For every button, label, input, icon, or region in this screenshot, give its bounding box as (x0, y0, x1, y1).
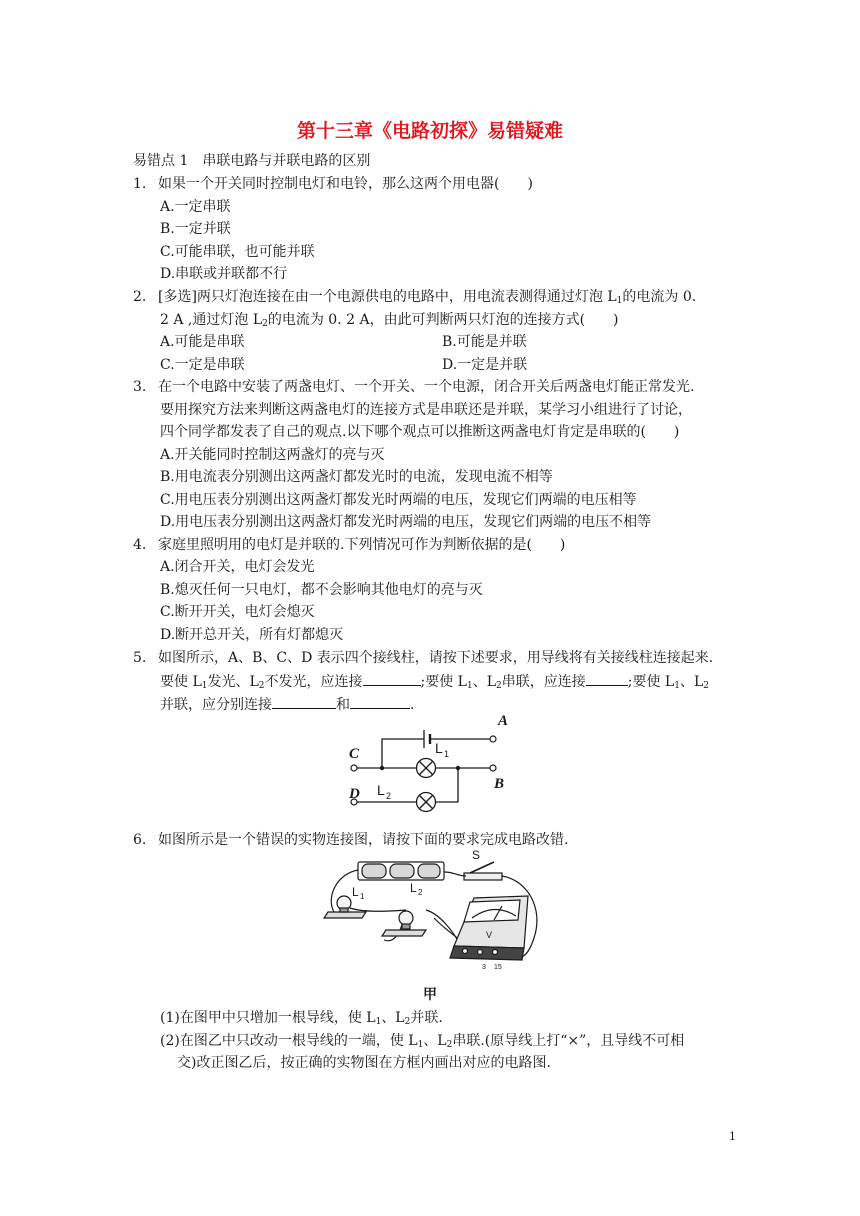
subscript: 1 (674, 681, 680, 691)
subscript: 1 (201, 681, 208, 691)
question-text: 和 (336, 697, 350, 713)
terminal-label-15: 15 (494, 964, 502, 971)
answer-blank[interactable] (272, 693, 336, 709)
question-3 (133, 377, 694, 397)
question-text: 的电流为 0. 2 A，由此可判断两只灯泡的连接方式( ) (267, 312, 619, 328)
option-d: D.一定是并联 (442, 357, 528, 373)
page-number: 1 (729, 1130, 736, 1143)
label-l2-subscript: 2 (418, 888, 423, 897)
question-text: ;要使 L (420, 674, 467, 690)
option-a: A.开关能同时控制这两盏灯的亮与灭 (160, 447, 385, 463)
label-l2: L (410, 881, 417, 895)
switch (464, 873, 502, 880)
option-d: D.用电压表分别测出这两盏灯都发光时两端的电压，发现它们两端的电压不相等 (160, 514, 652, 530)
question-text: 、L (472, 674, 497, 690)
terminal-b (490, 765, 496, 771)
label-s: S (472, 848, 481, 862)
question-number: 3. (133, 379, 147, 395)
terminal-c (351, 765, 357, 771)
subscript: 1 (466, 681, 473, 691)
option-c: C.断开开关，电灯会熄灭 (160, 604, 315, 620)
question-2 (133, 287, 696, 311)
subscript: 1 (616, 296, 623, 306)
question-5 (133, 648, 713, 668)
option-c: C.用电压表分别测出这两盏灯都发光时两端的电压，发现它们两端的电压相等 (160, 492, 637, 508)
option-b: B.熄灭任何一只电灯，都不会影响其他电灯的亮与灭 (160, 582, 483, 598)
question-number: 2. (133, 289, 147, 305)
question-text: 发光、L (207, 674, 259, 690)
option-c: C.可能串联，也可能并联 (160, 244, 315, 260)
section-heading: 易错点 1 串联电路与并联电路的区别 (133, 153, 371, 169)
lamp-base-1 (324, 912, 366, 918)
option-c: C.一定是串联 (160, 357, 245, 373)
question-number: 5. (133, 650, 147, 666)
question-text: 要使 L (160, 674, 202, 690)
question-text: 并联. (410, 1010, 443, 1026)
answer-blank[interactable] (586, 670, 628, 686)
subscript: 1 (417, 1040, 424, 1050)
circuit-diagram-q5 (340, 712, 520, 817)
question-6 (133, 830, 568, 850)
option-b: B.一定并联 (160, 221, 231, 237)
subscript: 2 (404, 1017, 411, 1027)
question-text: . (410, 697, 415, 713)
option-a: A.一定串联 (160, 199, 231, 215)
question-text: 在一个电路中安装了两盏电灯、一个开关、一个电源，闭合开关后两盏电灯能正常发光. (158, 379, 695, 395)
terminal-a (490, 736, 496, 742)
subscript: 1 (375, 1017, 382, 1027)
question-3-line-3: 四个同学都发表了自己的观点.以下哪个观点可以推断这两盏电灯肯定是串联的( ) (160, 424, 680, 440)
question-6-part-1 (160, 1008, 443, 1032)
option-d: D.断开总开关，所有灯都熄灭 (160, 627, 344, 643)
question-text: 并联，应分别连接 (160, 697, 272, 713)
question-number: 1. (133, 176, 147, 192)
question-stem: 家庭里照明用的电灯是并联的.下列情况可作为判断依据的是( ) (158, 537, 566, 553)
question-stem: 如图所示是一个错误的实物连接图，请按下面的要求完成电路改错. (158, 832, 569, 848)
page-title: 第十三章《电路初探》易错疑难 (296, 120, 563, 142)
question-text: 、L (381, 1010, 405, 1026)
junction-dot (456, 766, 460, 770)
question-text: 串联.(原导线上打“×”，且导线不可相 (452, 1033, 685, 1049)
figure-caption: 甲 (423, 987, 437, 1003)
option-a: A.闭合开关，电灯会发光 (160, 559, 315, 575)
label-a: A (498, 713, 509, 729)
label-c: C (349, 746, 360, 762)
subscript: 2 (258, 681, 265, 691)
question-text: 如图所示，A、B、C、D 表示四个接线柱，请按下述要求，用导线将有关接线柱连接起来. (158, 650, 714, 666)
label-l2-subscript: 2 (386, 791, 392, 801)
label-l2: L (377, 782, 385, 798)
question-text: (1)在图甲中只增加一根导线，使 L (160, 1010, 376, 1026)
label-d: D (349, 786, 360, 802)
question-text: 、L (679, 674, 704, 690)
terminal-label-3: 3 (482, 964, 486, 971)
subscript: 2 (496, 681, 502, 691)
question-6-part-2 (160, 1031, 684, 1055)
question-text: 2 A ,通过灯泡 L (160, 312, 263, 328)
option-b: B.可能是并联 (442, 334, 527, 350)
question-text: 串联，应连接 (501, 674, 586, 690)
option-a: A.可能是串联 (160, 334, 245, 350)
label-l1: L (352, 885, 359, 899)
label-l1: L (435, 740, 443, 756)
question-number: 4. (133, 537, 147, 553)
question-1 (133, 174, 533, 194)
question-4 (133, 535, 565, 555)
question-2-line-2 (160, 310, 619, 334)
question-text: 不发光，应连接 (264, 674, 363, 690)
subscript: 2 (262, 319, 268, 329)
option-b: B.用电流表分别测出这两盏灯都发光时的电流，发现电流不相等 (160, 469, 553, 485)
question-3-line-2: 要用探究方法来判断这两盏电灯的连接方式是串联还是并联，某学习小组进行了讨论， (160, 402, 692, 418)
label-l1-subscript: 1 (360, 892, 365, 901)
question-text: 的电流为 0. (622, 289, 697, 305)
answer-blank[interactable] (363, 670, 421, 686)
label-l1-subscript: 1 (444, 749, 450, 759)
subscript: 2 (446, 1040, 453, 1050)
question-6-part-2-line-2: 交)改正图乙后，按正确的实物图在方框内画出对应的电路图. (177, 1055, 551, 1071)
bulb-l2 (399, 911, 413, 925)
question-text: 、L (423, 1033, 447, 1049)
junction-dot (380, 766, 384, 770)
question-number: 6. (133, 832, 147, 848)
subscript: 2 (703, 681, 709, 691)
question-text: [多选]两只灯泡连接在由一个电源供电的电路中，用电流表测得通过灯泡 L (158, 289, 617, 305)
wiring-diagram-q6 (322, 848, 547, 978)
lamp-base-2 (382, 930, 426, 936)
label-v: V (486, 930, 493, 940)
label-b: B (494, 776, 505, 792)
option-d: D.串联或并联都不行 (160, 266, 288, 282)
question-stem: 如果一个开关同时控制电灯和电铃，那么这两个用电器( ) (158, 176, 533, 192)
answer-blank[interactable] (350, 693, 410, 709)
question-text: ;要使 L (627, 674, 675, 690)
question-text: (2)在图乙中只改动一根导线的一端，使 L (160, 1033, 418, 1049)
